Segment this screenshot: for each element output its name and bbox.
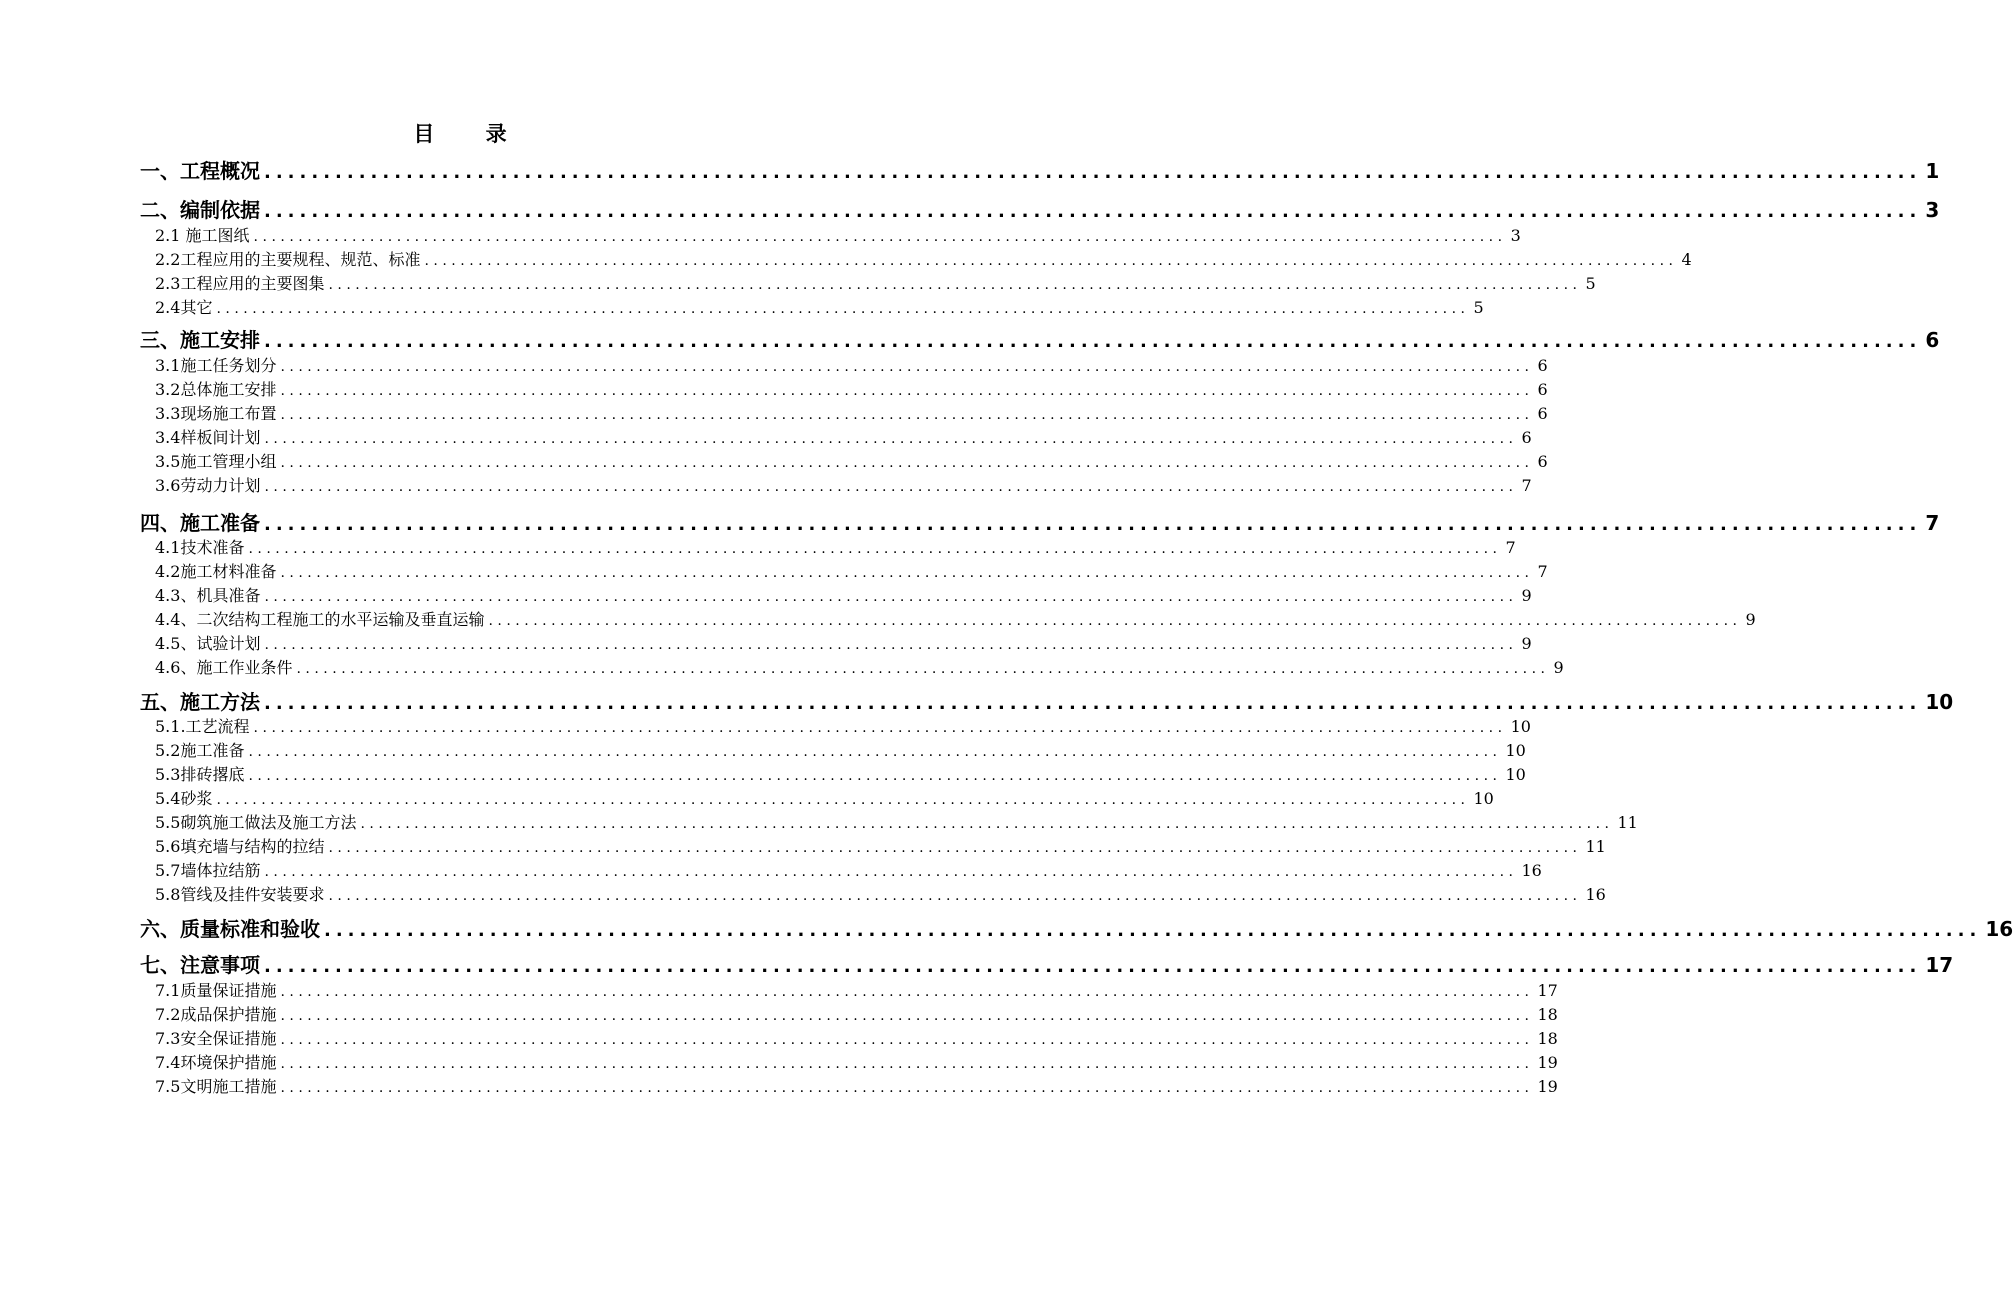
toc-page-number: 18 — [1537, 1029, 1558, 1048]
toc-section-entry[interactable] — [155, 607, 1756, 630]
toc-page-number: 3 — [1510, 226, 1521, 245]
toc-entry-label: 3.4样板间计划 — [155, 428, 261, 447]
toc-page-number: 19 — [1537, 1053, 1558, 1072]
toc-page-number: 6 — [1521, 428, 1532, 447]
toc-dot-leader: ............................................................................................................................................ — [248, 768, 1502, 784]
toc-section-entry[interactable] — [155, 978, 1558, 1001]
toc-chapter-entry[interactable] — [140, 324, 1940, 353]
toc-entry-label: 5.1.工艺流程 — [155, 717, 250, 736]
toc-section-entry[interactable] — [155, 535, 1516, 558]
toc-chapter-entry[interactable] — [140, 194, 1940, 223]
toc-section-entry[interactable] — [155, 631, 1532, 654]
toc-page-number: 7 — [1537, 562, 1548, 581]
toc-dot-leader: ............................................................................................................................................ — [264, 637, 1518, 653]
toc-page-number: 19 — [1537, 1077, 1558, 1096]
toc-dot-leader: ............................................................................................................................................ — [264, 864, 1518, 880]
toc-entry-label: 3.5施工管理小组 — [155, 452, 277, 471]
toc-chapter-entry[interactable] — [140, 913, 2013, 942]
toc-page-number: 5 — [1585, 274, 1596, 293]
toc-entry-label: 4.4、二次结构工程施工的水平运输及垂直运输 — [155, 610, 485, 629]
toc-entry-label: 五、施工方法 — [140, 690, 260, 714]
toc-entry-label: 5.8管线及挂件安装要求 — [155, 885, 325, 904]
toc-entry-label: 三、施工安排 — [140, 328, 260, 352]
toc-section-entry[interactable] — [155, 834, 1606, 857]
toc-section-entry[interactable] — [155, 377, 1548, 400]
toc-entry-label: 3.1施工任务划分 — [155, 356, 277, 375]
toc-entry-label: 4.5、试验计划 — [155, 634, 261, 653]
toc-dot-leader: ............................................................................................................................................ — [280, 1080, 1534, 1096]
toc-dot-leader: ............................................................................................................................................ — [280, 1008, 1534, 1024]
toc-section-entry[interactable] — [155, 655, 1564, 678]
toc-dot-leader: ............................................................................................................................................ — [253, 720, 1507, 736]
toc-section-entry[interactable] — [155, 223, 1521, 246]
toc-dot-leader: ............................................................................................................................................ — [280, 984, 1534, 1000]
toc-entry-label: 二、编制依据 — [140, 198, 260, 222]
toc-entry-label: 4.6、施工作业条件 — [155, 658, 293, 677]
toc-section-entry[interactable] — [155, 786, 1494, 809]
toc-page-number: 9 — [1745, 610, 1756, 629]
toc-entry-label: 七、注意事项 — [140, 953, 260, 977]
toc-dot-leader: ............................................................................................................................................ — [280, 383, 1534, 399]
toc-page-number: 6 — [1537, 356, 1548, 375]
toc-entry-label: 3.6劳动力计划 — [155, 476, 261, 495]
toc-chapter-entry[interactable] — [140, 686, 1954, 715]
toc-page-number: 10 — [1505, 741, 1526, 760]
toc-dot-leader: ............................................................................................................................................ — [264, 162, 1922, 183]
toc-entry-label: 7.1质量保证措施 — [155, 981, 277, 1000]
toc-dot-leader: ............................................................................................................................................ — [488, 613, 1742, 629]
toc-dot-leader: ............................................................................................................................................ — [328, 840, 1582, 856]
toc-section-entry[interactable] — [155, 583, 1532, 606]
toc-dot-leader: ............................................................................................................................................ — [280, 1056, 1534, 1072]
toc-page-number: 16 — [1985, 917, 2013, 941]
toc-dot-leader: ............................................................................................................................................ — [296, 661, 1550, 677]
toc-page-number: 10 — [1510, 717, 1531, 736]
toc-entry-label: 六、质量标准和验收 — [140, 917, 320, 941]
toc-section-entry[interactable] — [155, 762, 1526, 785]
toc-dot-leader: ............................................................................................................................................ — [264, 956, 1922, 977]
toc-entry-label: 2.4其它 — [155, 298, 213, 317]
toc-entry-label: 3.3现场施工布置 — [155, 404, 277, 423]
toc-section-entry[interactable] — [155, 1002, 1558, 1025]
toc-dot-leader: ............................................................................................................................................ — [264, 693, 1922, 714]
toc-page-number: 9 — [1553, 658, 1564, 677]
toc-dot-leader: ............................................................................................................................................ — [264, 514, 1922, 535]
toc-section-entry[interactable] — [155, 1074, 1558, 1097]
toc-entry-label: 2.2工程应用的主要规程、规范、标准 — [155, 250, 421, 269]
toc-page-number: 4 — [1681, 250, 1692, 269]
toc-section-entry[interactable] — [155, 271, 1596, 294]
toc-section-entry[interactable] — [155, 247, 1692, 270]
toc-section-entry[interactable] — [155, 714, 1531, 737]
toc-section-entry[interactable] — [155, 559, 1548, 582]
toc-dot-leader: ............................................................................................................................................ — [280, 359, 1534, 375]
toc-dot-leader: ............................................................................................................................................ — [248, 744, 1502, 760]
toc-dot-leader: ............................................................................................................................................ — [264, 331, 1922, 352]
toc-page-number: 17 — [1925, 953, 1954, 977]
toc-dot-leader: ............................................................................................................................................ — [216, 792, 1470, 808]
toc-dot-leader: ............................................................................................................................................ — [324, 920, 1982, 941]
toc-dot-leader: ............................................................................................................................................ — [280, 407, 1534, 423]
toc-entry-label: 5.3排砖撂底 — [155, 765, 245, 784]
toc-chapter-entry[interactable] — [140, 155, 1940, 184]
toc-page-number: 9 — [1521, 586, 1532, 605]
toc-dot-leader: ............................................................................................................................................ — [216, 301, 1470, 317]
toc-dot-leader: ............................................................................................................................................ — [264, 431, 1518, 447]
toc-page-number: 7 — [1505, 538, 1516, 557]
toc-dot-leader: ............................................................................................................................................ — [280, 565, 1534, 581]
toc-entry-label: 4.2施工材料准备 — [155, 562, 277, 581]
toc-entry-label: 7.5文明施工措施 — [155, 1077, 277, 1096]
toc-page-number: 6 — [1537, 404, 1548, 423]
toc-section-entry[interactable] — [155, 858, 1542, 881]
toc-chapter-entry[interactable] — [140, 507, 1940, 536]
toc-dot-leader: ............................................................................................................................................ — [248, 541, 1502, 557]
toc-entry-label: 5.6填充墙与结构的拉结 — [155, 837, 325, 856]
toc-page-number: 6 — [1537, 380, 1548, 399]
toc-section-entry[interactable] — [155, 882, 1606, 905]
toc-section-entry[interactable] — [155, 449, 1548, 472]
toc-page-number: 10 — [1505, 765, 1526, 784]
toc-entry-label: 2.1 施工图纸 — [155, 226, 250, 245]
toc-page-number: 9 — [1521, 634, 1532, 653]
toc-page-number: 1 — [1925, 159, 1940, 183]
toc-page-number: 6 — [1925, 328, 1940, 352]
toc-page-number: 6 — [1537, 452, 1548, 471]
toc-page-number: 16 — [1521, 861, 1542, 880]
toc-section-entry[interactable] — [155, 401, 1548, 424]
toc-entry-label: 5.2施工准备 — [155, 741, 245, 760]
toc-section-entry[interactable] — [155, 353, 1548, 376]
toc-entry-label: 四、施工准备 — [140, 511, 260, 535]
toc-entry-label: 4.1技术准备 — [155, 538, 245, 557]
toc-page-number: 11 — [1585, 837, 1606, 856]
toc-section-entry[interactable] — [155, 473, 1532, 496]
toc-entry-label: 一、工程概况 — [140, 159, 260, 183]
toc-section-entry[interactable] — [155, 810, 1638, 833]
toc-dot-leader: ............................................................................................................................................ — [360, 816, 1614, 832]
toc-page-number: 10 — [1473, 789, 1494, 808]
toc-entry-label: 5.5砌筑施工做法及施工方法 — [155, 813, 357, 832]
toc-chapter-entry[interactable] — [140, 949, 1954, 978]
toc-entry-label: 4.3、机具准备 — [155, 586, 261, 605]
toc-dot-leader: ............................................................................................................................................ — [264, 589, 1518, 605]
toc-dot-leader: ............................................................................................................................................ — [264, 479, 1518, 495]
toc-section-entry[interactable] — [155, 1050, 1558, 1073]
toc-section-entry[interactable] — [155, 1026, 1558, 1049]
toc-dot-leader: ............................................................................................................................................ — [280, 1032, 1534, 1048]
toc-dot-leader: ............................................................................................................................................ — [253, 229, 1507, 245]
toc-entry-label: 7.4环境保护措施 — [155, 1053, 277, 1072]
toc-page-number: 10 — [1925, 690, 1954, 714]
toc-page-number: 5 — [1473, 298, 1484, 317]
toc-entry-label: 5.7墙体拉结筋 — [155, 861, 261, 880]
toc-dot-leader: ............................................................................................................................................ — [264, 201, 1922, 222]
toc-section-entry[interactable] — [155, 295, 1484, 318]
toc-page-number: 17 — [1537, 981, 1558, 1000]
toc-page-number: 7 — [1521, 476, 1532, 495]
toc-dot-leader: ............................................................................................................................................ — [424, 253, 1678, 269]
toc-entry-label: 5.4砂浆 — [155, 789, 213, 808]
toc-entry-label: 2.3工程应用的主要图集 — [155, 274, 325, 293]
toc-section-entry[interactable] — [155, 425, 1532, 448]
toc-dot-leader: ............................................................................................................................................ — [328, 277, 1582, 293]
toc-page-number: 7 — [1925, 511, 1940, 535]
toc-entry-label: 3.2总体施工安排 — [155, 380, 277, 399]
toc-entry-label: 7.3安全保证措施 — [155, 1029, 277, 1048]
toc-page-number: 11 — [1617, 813, 1638, 832]
toc-dot-leader: ............................................................................................................................................ — [328, 888, 1582, 904]
toc-entry-label: 7.2成品保护措施 — [155, 1005, 277, 1024]
page-title: 目 录 — [413, 121, 529, 146]
toc-dot-leader: ............................................................................................................................................ — [280, 455, 1534, 471]
toc-page-number: 16 — [1585, 885, 1606, 904]
toc-page-number: 3 — [1925, 198, 1940, 222]
toc-page-number: 18 — [1537, 1005, 1558, 1024]
toc-section-entry[interactable] — [155, 738, 1526, 761]
